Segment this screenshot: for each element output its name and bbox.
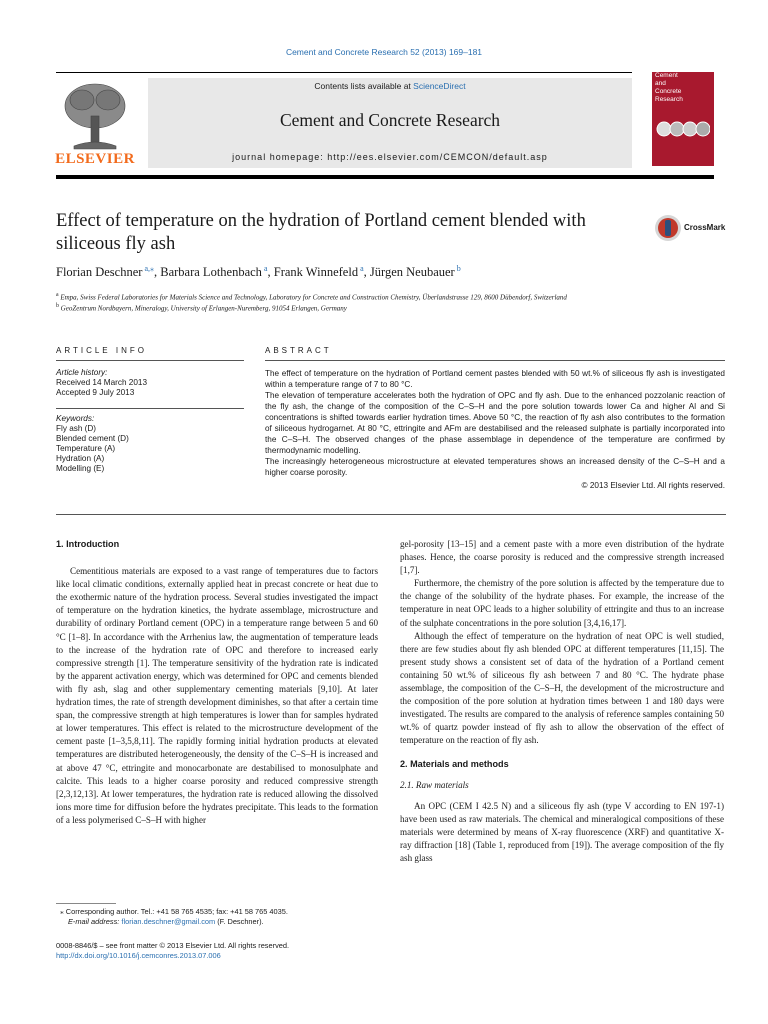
keyword: Blended cement (D) [56, 434, 129, 443]
author-affil-mark-text: a [360, 264, 364, 273]
keyword: Modelling (E) [56, 464, 105, 473]
affiliation-mark: a [56, 292, 59, 298]
history-label: Article history: [56, 368, 108, 377]
abstract-text [265, 368, 725, 491]
crossmark-label: CrossMark [684, 223, 726, 232]
section-heading: 1. Introduction [56, 539, 120, 549]
abstract-rule [265, 360, 725, 361]
left-column [56, 538, 378, 827]
author-name[interactable]: Frank Winnefeld [273, 265, 359, 280]
doi-link[interactable]: http://dx.doi.org/10.1016/j.cemconres.2013.07.006 [56, 951, 221, 960]
article-info-rule [56, 360, 244, 361]
header-bottom-rule [56, 175, 714, 179]
article-ids [56, 941, 386, 961]
keyword: Hydration (A) [56, 454, 105, 463]
cover-title-line: and [655, 80, 666, 87]
section-heading: 2. Materials and methods [400, 758, 509, 769]
author-affil-mark-text: a,⁎ [144, 264, 154, 273]
journal-title: Cement and Concrete Research [279, 110, 501, 130]
journal-cover-image [652, 72, 714, 166]
article-title: Effect of temperature on the hydration of Portland cement blended with siliceous fly ash [56, 211, 586, 254]
author-affil-mark-text: b [456, 264, 461, 273]
contents-line [148, 81, 632, 91]
email-link[interactable]: florian.deschner@gmail.com [121, 917, 216, 926]
keyword: Fly ash (D) [56, 424, 97, 433]
email-rest: (F. Deschner). [215, 917, 264, 926]
keywords-block [56, 414, 246, 474]
author-list: Florian Deschner $^{a,⁎}$, Barbara Lothenbach $^a$, Frank Winnefeld $^a$, Jürgen Neubauer $^b$ [56, 264, 461, 280]
contents-prefix: Contents lists available at [314, 81, 414, 91]
author-affil-mark[interactable] [262, 264, 268, 273]
body-paragraph: Cementitious materials are exposed to a vast range of temperatures due to factors like local climatic conditions, externally applied heat in precast concrete or heat due to the exothermic nature of the hydration process. Several studies investigated the impact of temperature on the hydration kinetics, the hydrate assemblage, microstructure and durability of ordinary Portland cement (OPC) in a temperature range between 5 and 60 °C [1–8]. In accordance with the Arrhenius law, the augmentation of temperature leads to the increase of the hydration rate of OPC and therefore to increased early compressive strength [1]. The temperature sensitivity of the hydration rate is indicated by the apparent activation energy, which was determined for OPC and cements blended with fly ash, slag and other supplementary cementing materials [9,10]. At later hydration times, the rate of strength development diminishes, so that after a certain time span, the compressive strength at high temperatures is lower than for samples hydrated at lower temperatures. This effect is related to the microstructure development of the cement paste [1–3,5,8,11]. The rapidly forming initial hydration products at elevated temperatures are distributed heterogeneously, the density of the C–S–H is increased and at above 47 °C, ettringite and monocarbonate are destabilised to monosulphate and calcite. This leads to a higher coarse porosity and reduced compressive strength [2,3,12,13]. At lower temperatures, the hydration rate is reduced allowing the dissolved ions more time for diffusion before the hydrates precipitate. This leads to the formation of a less polymerised C–S–H with higher [56, 566, 378, 825]
accepted-date: Accepted 9 July 2013 [56, 388, 135, 397]
author-affil-mark-text: a [263, 264, 268, 273]
cover-title-line: Research [655, 96, 683, 103]
email-label: E-mail address: [68, 917, 122, 926]
crossmark-badge[interactable] [654, 213, 726, 243]
abstract-paragraph: The increasingly heterogeneous microstructure at elevated temperatures shows an increased density of the C–S–H and a higher coarse porosity. [265, 457, 725, 477]
affiliation-mark: b [56, 303, 59, 309]
author-name[interactable]: Barbara Lothenbach [160, 265, 262, 280]
body-paragraph: Although the effect of temperature on the hydration of neat OPC is well studied, there are few studies about fly ash blended OPC at different temperatures [11,15]. The present study shows a consistent set of data of the hydration of a Portland cement containing 50 wt.% of siliceous fly ash between 7 and 80 °C. The hydrate phase assemblage, the composition of the C–S–H, the development of the microstructure and the composition of the pore solution at hydration times between 1 and 180 days were investigated. The results are compared to the analysis of reference samples containing 50 wt.% of quartz powder instead of fly ash to allow the observation of the effect of temperature on the reaction of fly ash. [400, 630, 724, 746]
issn-line: 0008-8846/$ – see front matter © 2013 Elsevier Ltd. All rights reserved. [56, 941, 290, 950]
keyword: Temperature (A) [56, 444, 116, 453]
article-info-divider [56, 408, 244, 409]
cover-circles [656, 118, 710, 140]
author-name[interactable]: Florian Deschner [56, 265, 143, 280]
article-history [56, 368, 246, 398]
crossmark-icon [654, 213, 682, 243]
affiliation [56, 303, 716, 312]
body-paragraph: Furthermore, the chemistry of the pore solution is affected by the temperature due to the change of the solubility of the hydrate phases. For example, the increase of the temperature in neat OPC leads to a higher solubility of ettringite and thus to an increase of the sulphate concentrations in the pore solution [3,4,16,17]. [400, 578, 724, 628]
author-affil-mark[interactable] [142, 264, 154, 273]
article-info-heading: ARTICLE INFO [56, 346, 147, 355]
cover-title-line: Cement [655, 72, 678, 79]
footnote-rule [56, 903, 116, 904]
abstract-paragraph: The effect of temperature on the hydration of Portland cement pastes blended with 50 wt.% of siliceous fly ash is investigated within a temperature range of 7 to 80 °C. [265, 369, 725, 389]
copyright: © 2013 Elsevier Ltd. All rights reserved. [581, 481, 725, 490]
header-top-rule [56, 72, 632, 73]
author-name[interactable]: Jürgen Neubauer [369, 265, 455, 280]
footnotes [56, 907, 386, 927]
subsection-heading: 2.1. Raw materials [400, 779, 469, 790]
publisher-name: ELSEVIER [55, 151, 135, 167]
sciencedirect-link[interactable]: ScienceDirect [413, 81, 466, 91]
corresponding-author-note: ⁎ Corresponding author. Tel.: +41 58 765 4535; fax: +41 58 765 4035. [60, 907, 288, 916]
journal-reference[interactable]: Cement and Concrete Research 52 (2013) 169–181 [285, 47, 483, 57]
affiliation [56, 292, 716, 301]
received-date: Received 14 March 2013 [56, 378, 148, 387]
cover-title-line: Concrete [655, 88, 682, 95]
cover-title [652, 72, 714, 104]
abstract-heading: ABSTRACT [265, 346, 332, 355]
journal-homepage[interactable]: journal homepage: http://ees.elsevier.com/CEMCON/default.asp [232, 152, 548, 162]
affiliation-text: Empa, Swiss Federal Laboratories for Materials Science and Technology, Laboratory for Concrete and Construction Chemistry, Überlandstrasse 129, 8600 Dübendorf, Switzerland [60, 293, 567, 302]
author-affil-mark[interactable] [358, 264, 364, 273]
body-paragraph: gel-porosity [13–15] and a cement paste with a more even distribution of the hydrate phases. Hence, the coarse porosity is reduced and the compressive strength increased [1,7]. [400, 539, 724, 576]
body-paragraph: An OPC (CEM I 42.5 N) and a siliceous fly ash (type V according to EN 197-1) have been used as raw materials. The chemical and mineralogical compositions of these materials were determined by means of X-ray fluorescence (XRF) and quantitative X-ray diffraction [18] (Table 1, reproduced from [19]). The average composition of the fly ash glass [400, 800, 724, 864]
affiliation-text: GeoZentrum Nordbayern, Mineralogy, University of Erlangen-Nuremberg, 91054 Erlangen, Germany [60, 304, 347, 313]
right-column [400, 538, 724, 865]
abstract-paragraph: The elevation of temperature accelerates both the hydration of OPC and fly ash. Due to the enhanced pozzolanic reaction of the fly ash, the change of the composition of the C–S–H and the pore solution towards lower Ca and higher Al and Si concentrations is shifted towards earlier hydration times. Above 50 °C, the reaction of fly ash also contributes to the formation of siliceous hydrogarnet. At 80 °C, ettringite and AFm are destabilised and the released sulphate is partially incorporated into the C–S–H. The observed changes of the phase assemblage in dependence of the temperature are confirmed by thermodynamic modelling. [265, 391, 725, 455]
abstract-bottom-rule [56, 514, 726, 515]
email-note [56, 917, 386, 927]
author-affil-mark[interactable] [455, 264, 461, 273]
keywords-label: Keywords: [56, 414, 95, 423]
